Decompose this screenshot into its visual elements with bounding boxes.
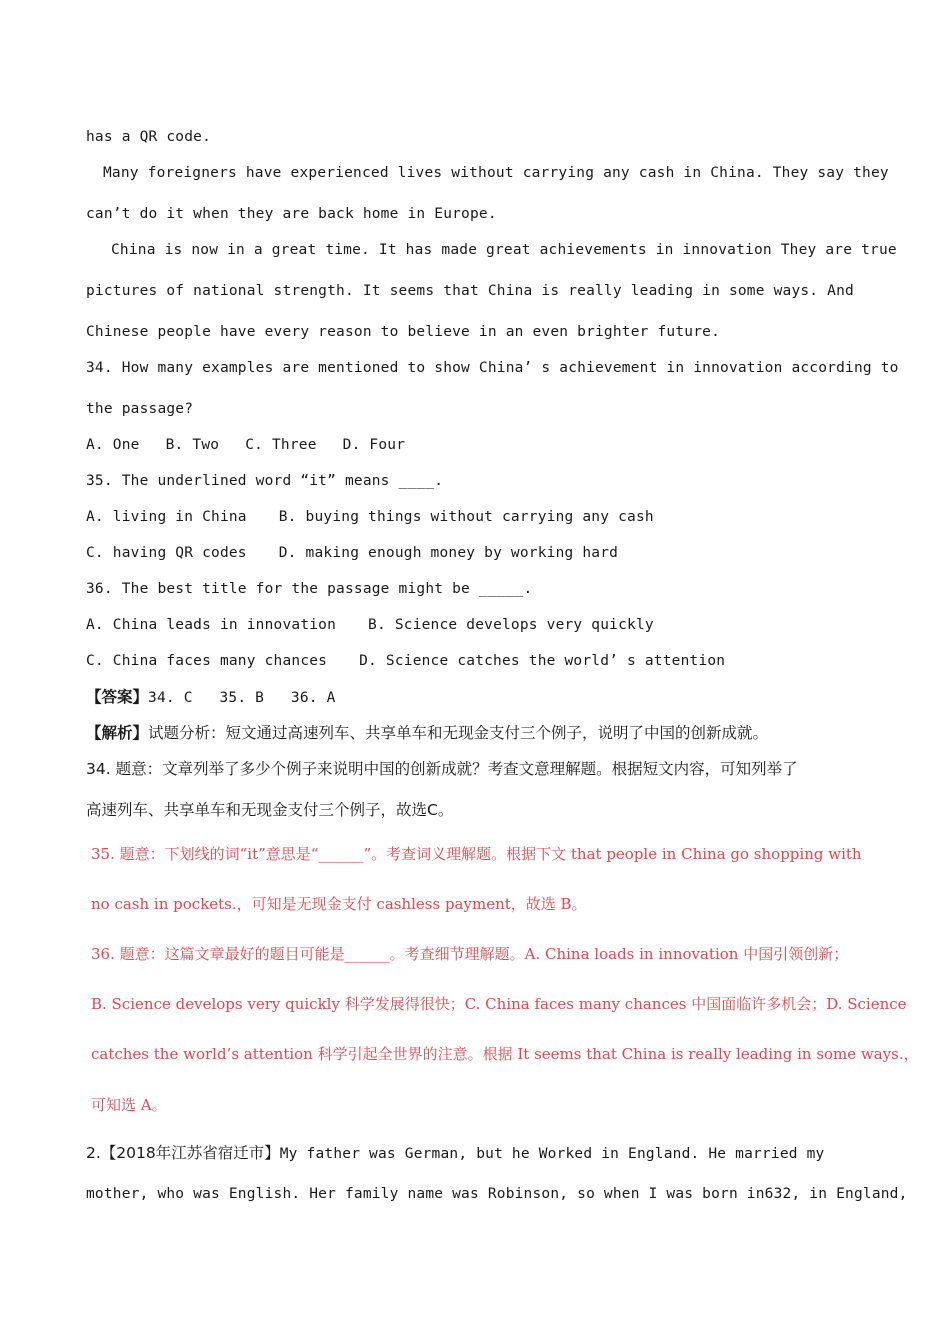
next-passage-source: 2.【2018年江苏省宿迁市】 (86, 1144, 280, 1162)
passage-line: pictures of national strength. It seems that China is really leading in some ways. And (86, 283, 854, 299)
option-d: D. Science catches the world’ s attention (359, 653, 726, 669)
option-d: D. Four (342, 437, 406, 453)
option-a: A. One (86, 437, 140, 453)
question-35-options-row1 (86, 507, 654, 527)
option-a: A. China leads in innovation (86, 617, 337, 633)
passage-line: Chinese people have every reason to believe in an even brighter future. (86, 324, 721, 340)
question-34-stem-cont: the passage? (86, 401, 194, 417)
option-b: B. Science develops very quickly (368, 617, 654, 633)
question-35-options-row2 (86, 543, 618, 563)
option-c: C. Three (245, 437, 317, 453)
next-passage-line (86, 1143, 824, 1164)
passage-line: Many foreigners have experienced lives without carrying any cash in China. They say they (103, 165, 889, 181)
option-b: B. buying things without carrying any cash (278, 509, 654, 525)
analysis-36-line: catches the world’s attention 科学引起全世界的注意。根据 It seems that China is really leading in some ways.， (91, 1045, 919, 1063)
passage-line: has a QR code. (86, 129, 212, 145)
analysis-36-line: B. Science develops very quickly 科学发展得很快；C. China faces many chances 中国面临许多机会；D. Science (91, 995, 907, 1013)
option-d: D. making enough money by working hard (278, 545, 619, 561)
question-35-stem: 35. The underlined word “it” means ____. (86, 473, 444, 489)
passage-line: can’t do it when they are back home in Europe. (86, 206, 497, 222)
analysis-text: 试题分析：短文通过高速列车、共享单车和无现金支付三个例子，说明了中国的创新成就。 (148, 724, 769, 742)
option-c: C. having QR codes (86, 545, 247, 561)
analysis-label: 【解析】 (86, 724, 149, 742)
analysis-34-line: 34. 题意：文章列举了多少个例子来说明中国的创新成就？考查文意理解题。根据短文内容，可知列举了 (86, 760, 798, 778)
answer-label: 【答案】 (86, 688, 149, 706)
answer-line (86, 687, 336, 708)
analysis-35-line: no cash in pockets.，可知是无现金支付 cashless payment，故选 B。 (91, 895, 587, 913)
passage-line: China is now in a great time. It has made great achievements in innovation They are true (111, 242, 897, 258)
answer-text: 34. C 35. B 36. A (148, 690, 336, 706)
next-passage-line: mother, who was English. Her family name was Robinson, so when I was born in632, in England, (86, 1186, 908, 1202)
question-36-options-row1 (86, 615, 654, 635)
question-36-options-row2 (86, 651, 725, 671)
analysis-36-line: 可知选 A。 (91, 1096, 167, 1114)
analysis-line (86, 723, 768, 743)
analysis-36-line: 36. 题意：这篇文章最好的题目可能是______。考查细节理解题。A. China loads in innovation 中国引领创新； (91, 945, 849, 963)
option-a: A. living in China (86, 509, 247, 525)
analysis-35-line: 35. 题意：下划线的词“it”意思是“______”。考查词义理解题。根据下文 that people in China go shopping with (91, 845, 862, 863)
question-34-stem: 34. How many examples are mentioned to show China’ s achievement in innovation according to (86, 360, 899, 376)
question-36-stem: 36. The best title for the passage might be _____. (86, 581, 533, 597)
option-b: B. Two (165, 437, 220, 453)
next-passage-text: My father was German, but he Worked in England. He married my (279, 1146, 825, 1162)
option-c: C. China faces many chances (86, 653, 328, 669)
question-34-options (86, 435, 405, 455)
analysis-34-line: 高速列车、共享单车和无现金支付三个例子，故选C。 (86, 801, 454, 819)
